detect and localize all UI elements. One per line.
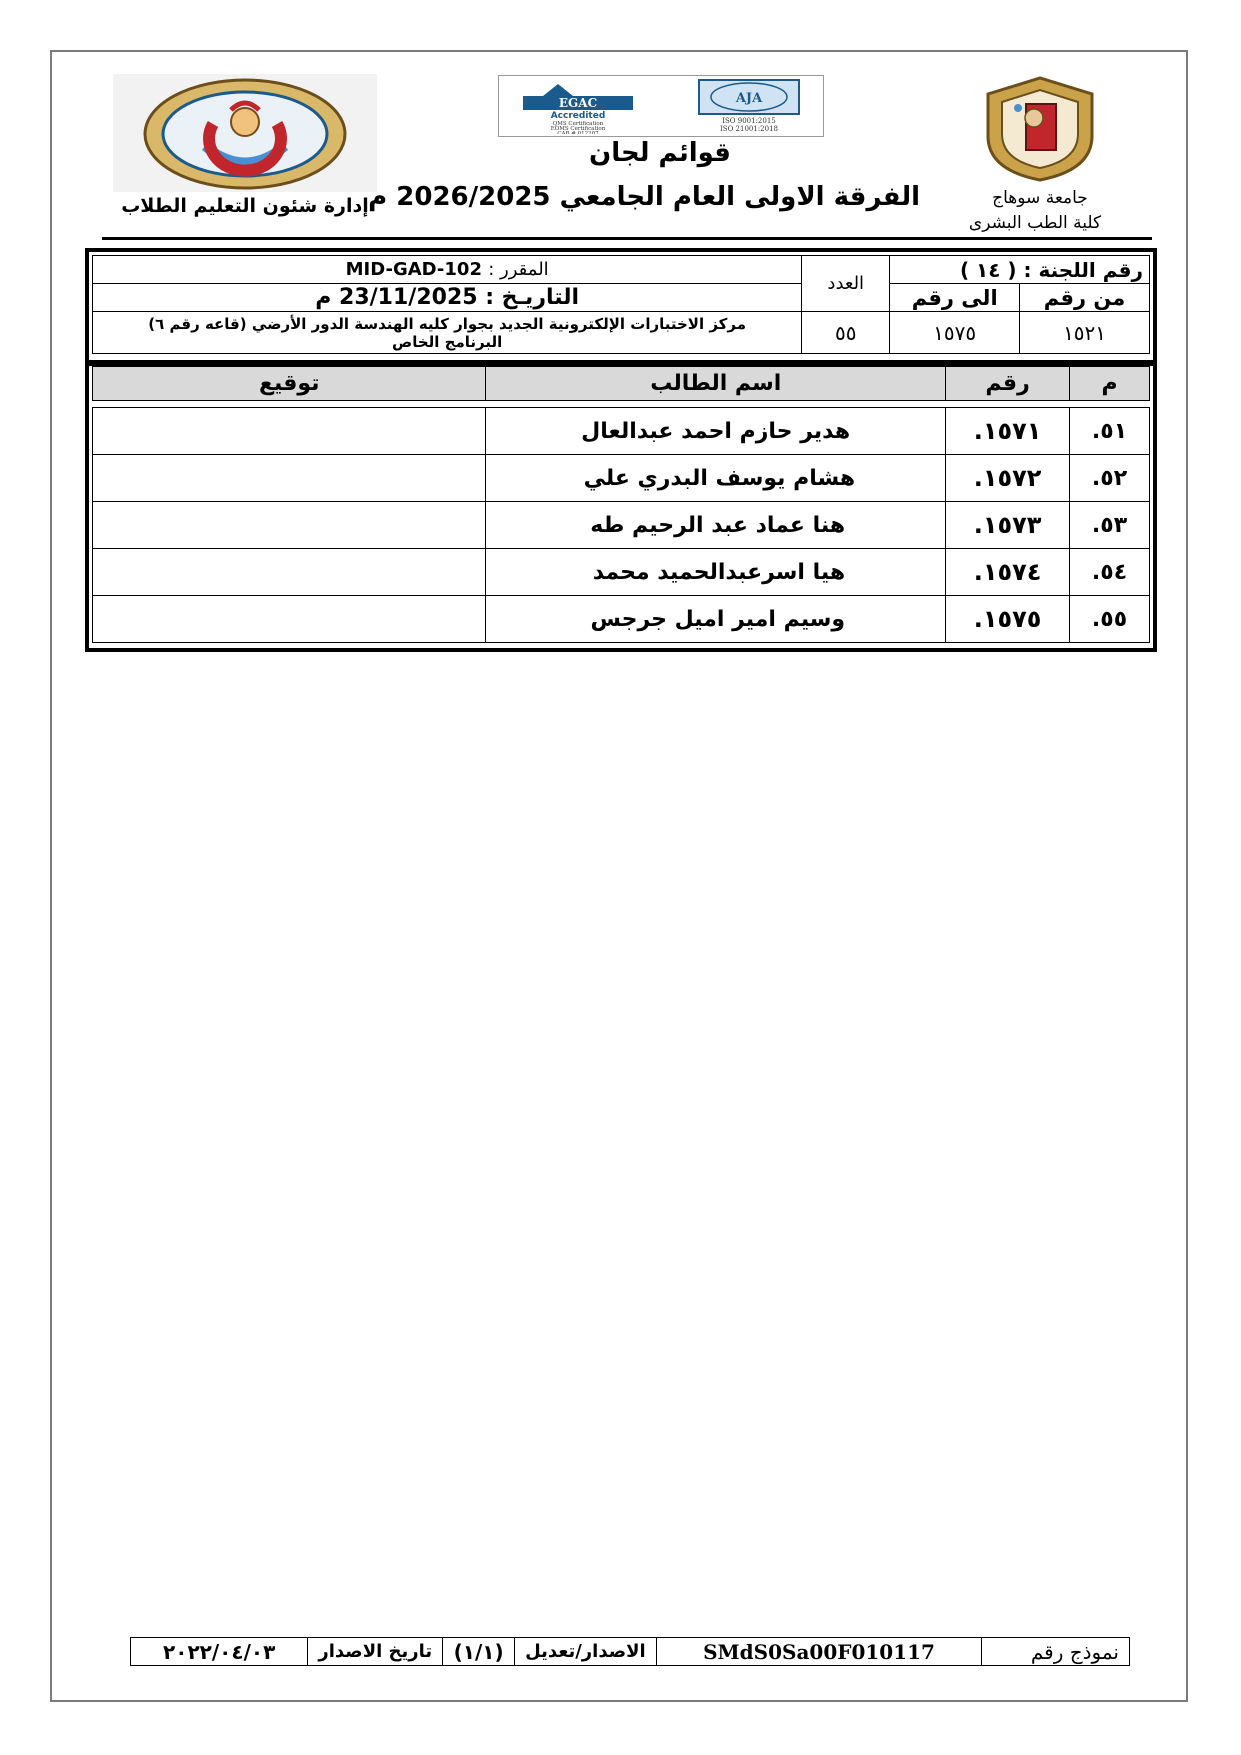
row-signature[interactable]: [93, 455, 486, 502]
table-row: [93, 502, 1150, 549]
egac-text: EGAC: [558, 96, 598, 110]
university-name: جامعة سوهاج: [992, 188, 1088, 208]
course-code: MID-GAD-102: [345, 259, 482, 280]
version-value: (١/١): [443, 1638, 515, 1666]
header-rule: [102, 237, 1152, 240]
row-name: هيا اسرعبدالحميد محمد: [486, 549, 946, 596]
row-name: هشام يوسف البدري علي: [486, 455, 946, 502]
committee-number: رقم اللجنة : ( ١٤ ): [890, 256, 1150, 284]
sohag-university-logo: [978, 74, 1102, 184]
row-serial: ٥٤.: [1070, 549, 1150, 596]
aja-line-2: ISO 21001:2018: [720, 125, 778, 133]
table-row: [93, 549, 1150, 596]
students-table: [92, 366, 1150, 643]
aja-logo: [689, 78, 809, 134]
version-label: الاصدار/تعديل: [515, 1638, 657, 1666]
course-label: المقرر :: [488, 259, 549, 280]
row-number: ١٥٧٥.: [946, 596, 1070, 643]
exam-date: التاريـخ : 23/11/2025 م: [93, 284, 802, 312]
row-number: ١٥٧١.: [946, 408, 1070, 455]
row-name: وسيم امير اميل جرجس: [486, 596, 946, 643]
col-signature: توقيع: [93, 367, 486, 401]
faculty-name: كلية الطب البشرى: [968, 213, 1102, 233]
page-subtitle: الفرقة الاولى العام الجامعي 2026/2025 م: [368, 182, 920, 212]
count-value: ٥٥: [802, 312, 890, 354]
count-label: العدد: [802, 256, 890, 312]
egac-logo: [503, 78, 653, 134]
location-cell: [93, 312, 802, 354]
row-serial: ٥١.: [1070, 408, 1150, 455]
egac-line-2: EOMS Certification: [550, 126, 606, 132]
accreditation-logos: [498, 75, 824, 137]
row-number: ١٥٧٤.: [946, 549, 1070, 596]
row-signature[interactable]: [93, 549, 486, 596]
aja-line-1: ISO 9001:2015: [722, 117, 776, 125]
program-name: البرنامج الخاص: [392, 332, 503, 351]
from-label: من رقم: [1020, 284, 1150, 312]
issue-date: ٢٠٢٢/٠٤/٠٣: [131, 1638, 308, 1666]
row-name: هنا عماد عبد الرحيم طه: [486, 502, 946, 549]
exam-location: مركز الاختبارات الإلكترونية الجديد بجوار كليه الهندسة الدور الأرضي (قاعه رقم ٦): [148, 314, 746, 333]
info-table: [92, 255, 1150, 354]
egac-sub: Accredited: [550, 111, 606, 121]
faculty-of-medicine-logo: [113, 74, 377, 192]
row-name: هدير حازم احمد عبدالعال: [486, 408, 946, 455]
egac-line-3: CAB # 012207: [557, 131, 599, 134]
row-serial: ٥٣.: [1070, 502, 1150, 549]
row-serial: ٥٥.: [1070, 596, 1150, 643]
to-label: الى رقم: [890, 284, 1020, 312]
from-value: ١٥٢١: [1020, 312, 1150, 354]
page-title: قوائم لجان: [589, 138, 731, 168]
form-code: SMdS0Sa00F010117: [656, 1638, 982, 1666]
row-serial: ٥٢.: [1070, 455, 1150, 502]
row-number: ١٥٧٣.: [946, 502, 1070, 549]
to-value: ١٥٧٥: [890, 312, 1020, 354]
row-signature[interactable]: [93, 596, 486, 643]
department-name: إدارة شئون التعليم الطلاب: [121, 195, 369, 217]
issue-date-label: تاريخ الاصدار: [308, 1638, 443, 1666]
col-name: اسم الطالب: [486, 367, 946, 401]
row-signature[interactable]: [93, 408, 486, 455]
form-footer: [130, 1637, 1130, 1666]
table-row: [93, 455, 1150, 502]
table-row: [93, 596, 1150, 643]
aja-text: AJA: [735, 91, 763, 106]
table-row: [93, 408, 1150, 455]
col-serial: م: [1070, 367, 1150, 401]
egac-line-1: QMS Certification: [552, 121, 604, 127]
col-number: رقم: [946, 367, 1070, 401]
row-signature[interactable]: [93, 502, 486, 549]
row-number: ١٥٧٢.: [946, 455, 1070, 502]
form-number-label: نموذج رقم: [982, 1638, 1130, 1666]
course-cell: [93, 256, 802, 284]
